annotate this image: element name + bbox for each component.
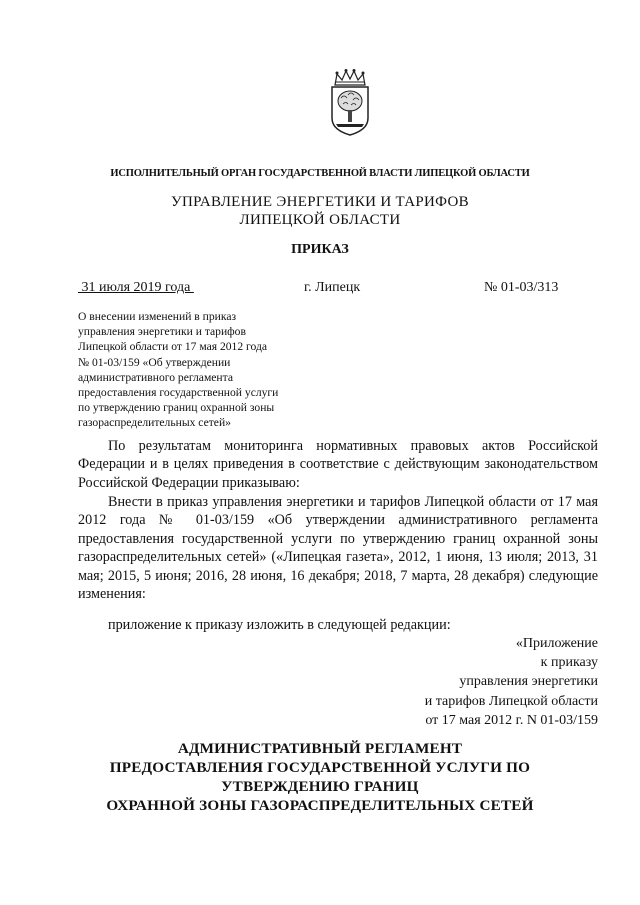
order-city: г. Липецк xyxy=(304,280,361,295)
appendix-line: к приказу xyxy=(540,655,598,671)
issuing-authority: ИСПОЛНИТЕЛЬНЫЙ ОРГАН ГОСУДАРСТВЕННОЙ ВЛАСТИ ЛИПЕЦКОЙ ОБЛАСТИ xyxy=(110,168,530,179)
title-line: ОХРАННОЙ ЗОНЫ ГАЗОРАСПРЕДЕЛИТЕЛЬНЫХ СЕТЕЙ xyxy=(106,797,534,814)
order-number: № 01-03/313 xyxy=(484,280,559,295)
body-paragraph-preamble: По результатам мониторинга нормативных правовых актов Российской Федерации и в целях приведения в соответствие с действующим законодательством Российской Федерации приказываю: xyxy=(78,438,598,491)
order-subject xyxy=(78,309,328,431)
body-paragraph-instruction: приложение к приказу изложить в следующей редакции: xyxy=(108,617,451,633)
subject-line: О внесении изменений в приказ xyxy=(78,310,237,323)
title-line: ПРЕДОСТАВЛЕНИЯ ГОСУДАРСТВЕННОЙ УСЛУГИ ПО xyxy=(109,759,531,776)
regulation-title xyxy=(0,739,640,815)
title-line: АДМИНИСТРАТИВНЫЙ РЕГЛАМЕНТ xyxy=(177,740,463,757)
subject-line: по утверждению границ охранной зоны xyxy=(78,401,275,415)
department-line-1: УПРАВЛЕНИЕ ЭНЕРГЕТИКИ И ТАРИФОВ xyxy=(171,194,469,210)
order-date: 31 июля 2019 года xyxy=(78,280,194,295)
appendix-line: управления энергетики xyxy=(459,674,598,690)
document-type: ПРИКАЗ xyxy=(291,242,349,257)
title-line: УТВЕРЖДЕНИЮ ГРАНИЦ xyxy=(221,778,419,795)
body-paragraph-amendment: Внести в приказ управления энергетики и тарифов Липецкой области от 17 мая 2012 года № 01-03/159 «Об утверждении административного регламента предоставления государственной услуги по утверждению границ охранной зоны газораспределительных сетей» («Липецкая газета», 2012, 1 июня, 13 июля; 2013, 31 мая; 2015, 5 июня; 2016, 28 июня, 16 декабря; 2018, 7 марта, 28 декабря) следующие изменения: xyxy=(78,494,598,603)
subject-line: № 01-03/159 «Об утверждении xyxy=(78,355,231,369)
subject-line: газораспределительных сетей» xyxy=(78,416,231,430)
subject-line: управления энергетики и тарифов xyxy=(78,325,246,339)
appendix-line: и тарифов Липецкой области xyxy=(424,693,598,709)
appendix-reference xyxy=(425,634,598,730)
subject-line: административного регламента xyxy=(78,370,233,384)
coat-of-arms-icon xyxy=(326,68,374,136)
subject-line: Липецкой области от 17 мая 2012 года xyxy=(78,340,268,354)
appendix-line: от 17 мая 2012 г. N 01-03/159 xyxy=(425,712,598,728)
subject-line: предоставления государственной услуги xyxy=(78,386,279,400)
department-line-2: ЛИПЕЦКОЙ ОБЛАСТИ xyxy=(239,212,401,228)
department-name xyxy=(0,193,640,229)
appendix-line: «Приложение xyxy=(515,636,598,651)
